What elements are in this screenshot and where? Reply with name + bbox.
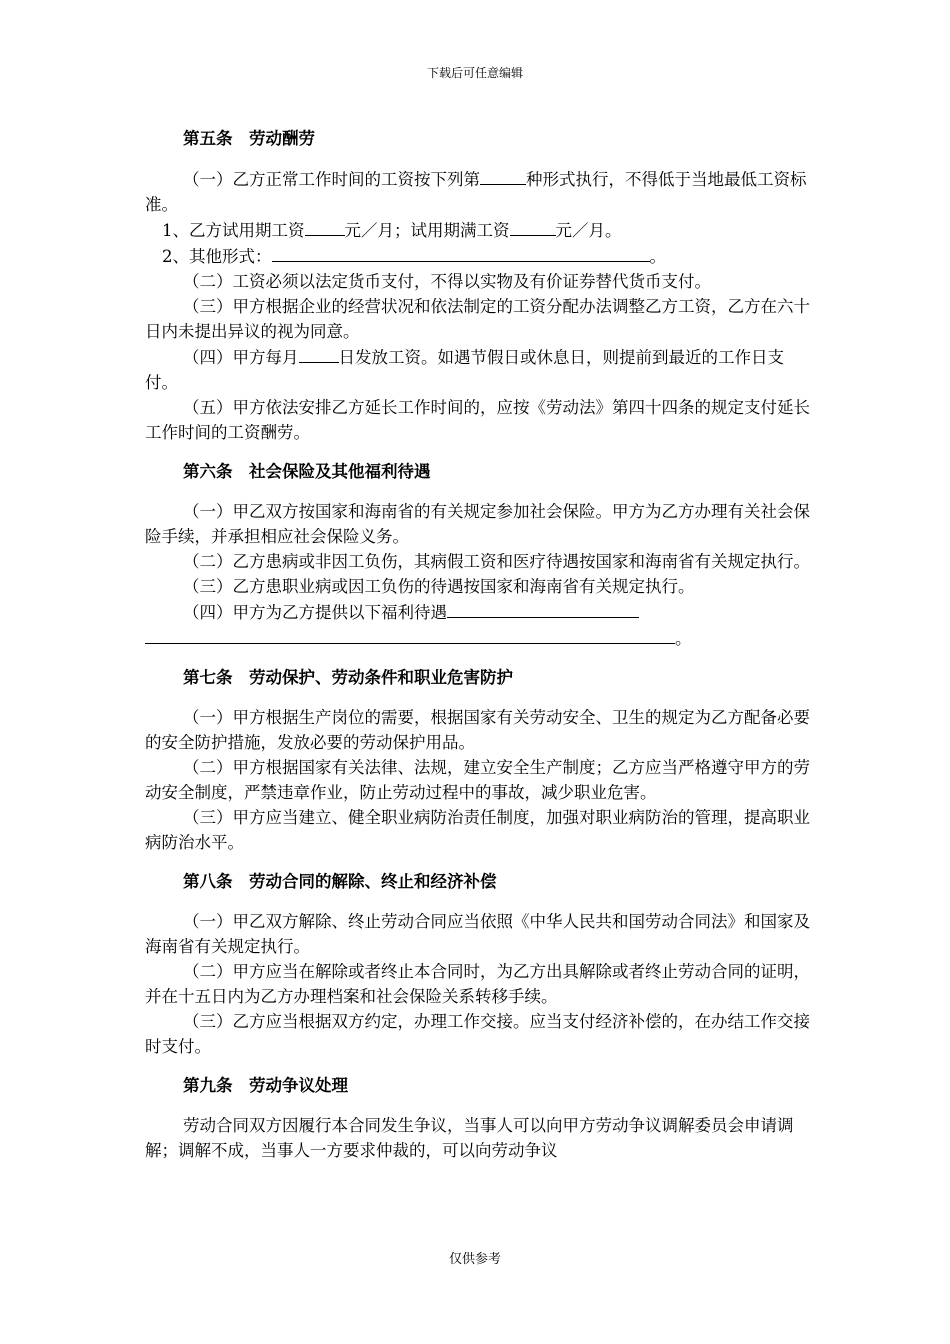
paragraph: （一）甲乙双方解除、终止劳动合同应当依照《中华人民共和国劳动合同法》和国家及海南省有关规定执行。 [145,912,810,956]
paragraph: （一）乙方正常工作时间的工资按下列第 种形式执行，不得低于当地最低工资标准。 [145,166,810,217]
paragraph: （一）甲方根据生产岗位的需要，根据国家有关劳动安全、卫生的规定为乙方配备必要的安全防护措施，发放必要的劳动保护用品。 [145,708,810,752]
paragraph: （二）甲方应当在解除或者终止本合同时，为乙方出具解除或者终止劳动合同的证明，并在十五日内为乙方办理档案和社会保险关系转移手续。 [145,962,810,1006]
paragraph: （五）甲方依法安排乙方延长工作时间的，应按《劳动法》第四十四条的规定支付延长工作时间的工资酬劳。 [145,398,810,442]
fill-blank[interactable] [447,599,639,618]
document-body [145,124,810,1163]
article-8-title: 第八条 劳动合同的解除、终止和经济补偿 [183,872,497,891]
paragraph: （二）工资必须以法定货币支付，不得以实物及有价证券替代货币支付。 [183,272,711,291]
paragraph: （二）乙方患病或非因工负伤，其病假工资和医疗待遇按国家和海南省有关规定执行。 [183,552,810,571]
fill-blank[interactable] [480,166,526,185]
fill-blank[interactable] [305,217,345,236]
paragraph: 。 [145,625,810,651]
paragraph: 1、乙方试用期工资 元／月；试用期满工资 元／月。 [145,217,810,243]
paragraph: （二）甲方根据国家有关法律、法规，建立安全生产制度；乙方应当严格遵守甲方的劳动安全制度，严禁违章作业，防止劳动过程中的事故，减少职业危害。 [145,758,810,802]
fill-blank[interactable] [299,344,339,363]
paragraph: 劳动合同双方因履行本合同发生争议，当事人可以向甲方劳动争议调解委员会申请调解；调解不成，当事人一方要求仲裁的，可以向劳动争议 [145,1116,794,1160]
fill-blank[interactable] [272,243,650,262]
page-header: 下载后可任意编辑 [426,66,523,80]
paragraph: （三）甲方应当建立、健全职业病防治责任制度，加强对职业病防治的管理，提高职业病防治水平。 [145,808,810,852]
article-5-title: 第五条 劳动酬劳 [183,129,315,148]
paragraph: （四）甲方为乙方提供以下福利待遇 [145,599,810,625]
paragraph: （三）乙方应当根据双方约定，办理工作交接。应当支付经济补偿的，在办结工作交接时支付。 [145,1012,810,1056]
page-footer: 仅供参考 [448,1252,501,1267]
fill-blank[interactable] [145,625,675,644]
paragraph: （三）乙方患职业病或因工负伤的待遇按国家和海南省有关规定执行。 [183,577,695,596]
paragraph: （一）甲乙双方按国家和海南省的有关规定参加社会保险。甲方为乙方办理有关社会保险手续，并承担相应社会保险义务。 [145,502,810,546]
paragraph: （三）甲方根据企业的经营状况和依法制定的工资分配办法调整乙方工资，乙方在六十日内未提出异议的视为同意。 [145,297,810,341]
article-6-title: 第六条 社会保险及其他福利待遇 [183,462,431,481]
fill-blank[interactable] [510,217,556,236]
paragraph: （四）甲方每月 日发放工资。如遇节假日或休息日，则提前到最近的工作日支付。 [145,344,810,395]
paragraph: 2、其他形式： 。 [145,243,810,269]
article-9-title: 第九条 劳动争议处理 [183,1076,348,1095]
article-7-title: 第七条 劳动保护、劳动条件和职业危害防护 [183,668,513,687]
